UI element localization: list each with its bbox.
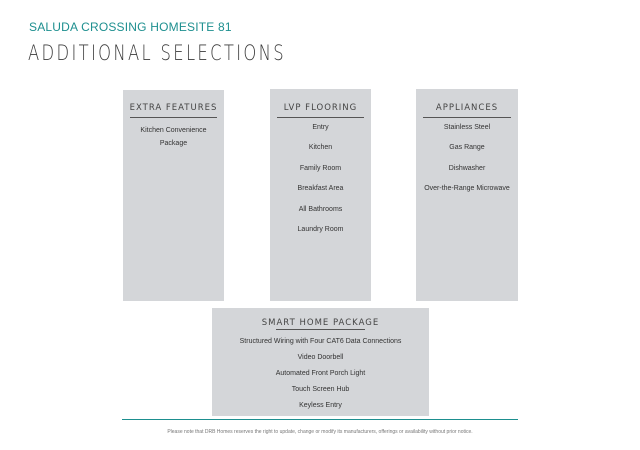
panel-heading: APPLIANCES <box>435 103 499 113</box>
list-item: Laundry Room <box>297 226 344 233</box>
panel-heading: EXTRA FEATURES <box>129 103 218 113</box>
list-item: Video Doorbell <box>297 354 344 361</box>
panel-extra-features <box>123 90 224 301</box>
list-item: Touch Screen Hub <box>291 386 350 393</box>
panel-lvp-flooring <box>270 89 371 301</box>
page-title: ADDITIONAL SELECTIONS <box>28 41 286 65</box>
panel-divider <box>277 117 364 118</box>
panel-heading: LVP FLOORING <box>283 103 358 113</box>
panel-divider <box>130 117 217 118</box>
list-item: Structured Wiring with Four CAT6 Data Connections <box>239 338 402 345</box>
list-item: Package <box>159 140 188 147</box>
footer-disclaimer: Please note that DRB Homes reserves the right to update, change or modify its manufacturers, offerings or availability without prior notice. <box>167 429 473 435</box>
list-item: Entry <box>312 124 329 131</box>
list-item: Family Room <box>299 165 342 172</box>
list-item: Breakfast Area <box>297 185 344 192</box>
list-item: Keyless Entry <box>299 402 342 409</box>
panel-divider <box>423 117 511 118</box>
list-item: Kitchen Convenience <box>140 127 207 134</box>
panel-appliances <box>416 89 518 301</box>
list-item: Automated Front Porch Light <box>275 370 366 377</box>
panel-smart-home-package <box>212 308 429 416</box>
header-subtitle: SALUDA CROSSING HOMESITE 81 <box>29 20 232 34</box>
list-item: All Bathrooms <box>298 206 343 213</box>
list-item: Over-the-Range Microwave <box>424 185 510 192</box>
panel-divider <box>276 329 365 330</box>
footer-divider <box>122 419 518 420</box>
panel-heading: SMART HOME PACKAGE <box>261 318 380 328</box>
list-item: Kitchen <box>308 144 333 151</box>
list-item: Gas Range <box>449 144 485 151</box>
list-item: Stainless Steel <box>443 124 491 131</box>
list-item: Dishwasher <box>448 165 486 172</box>
